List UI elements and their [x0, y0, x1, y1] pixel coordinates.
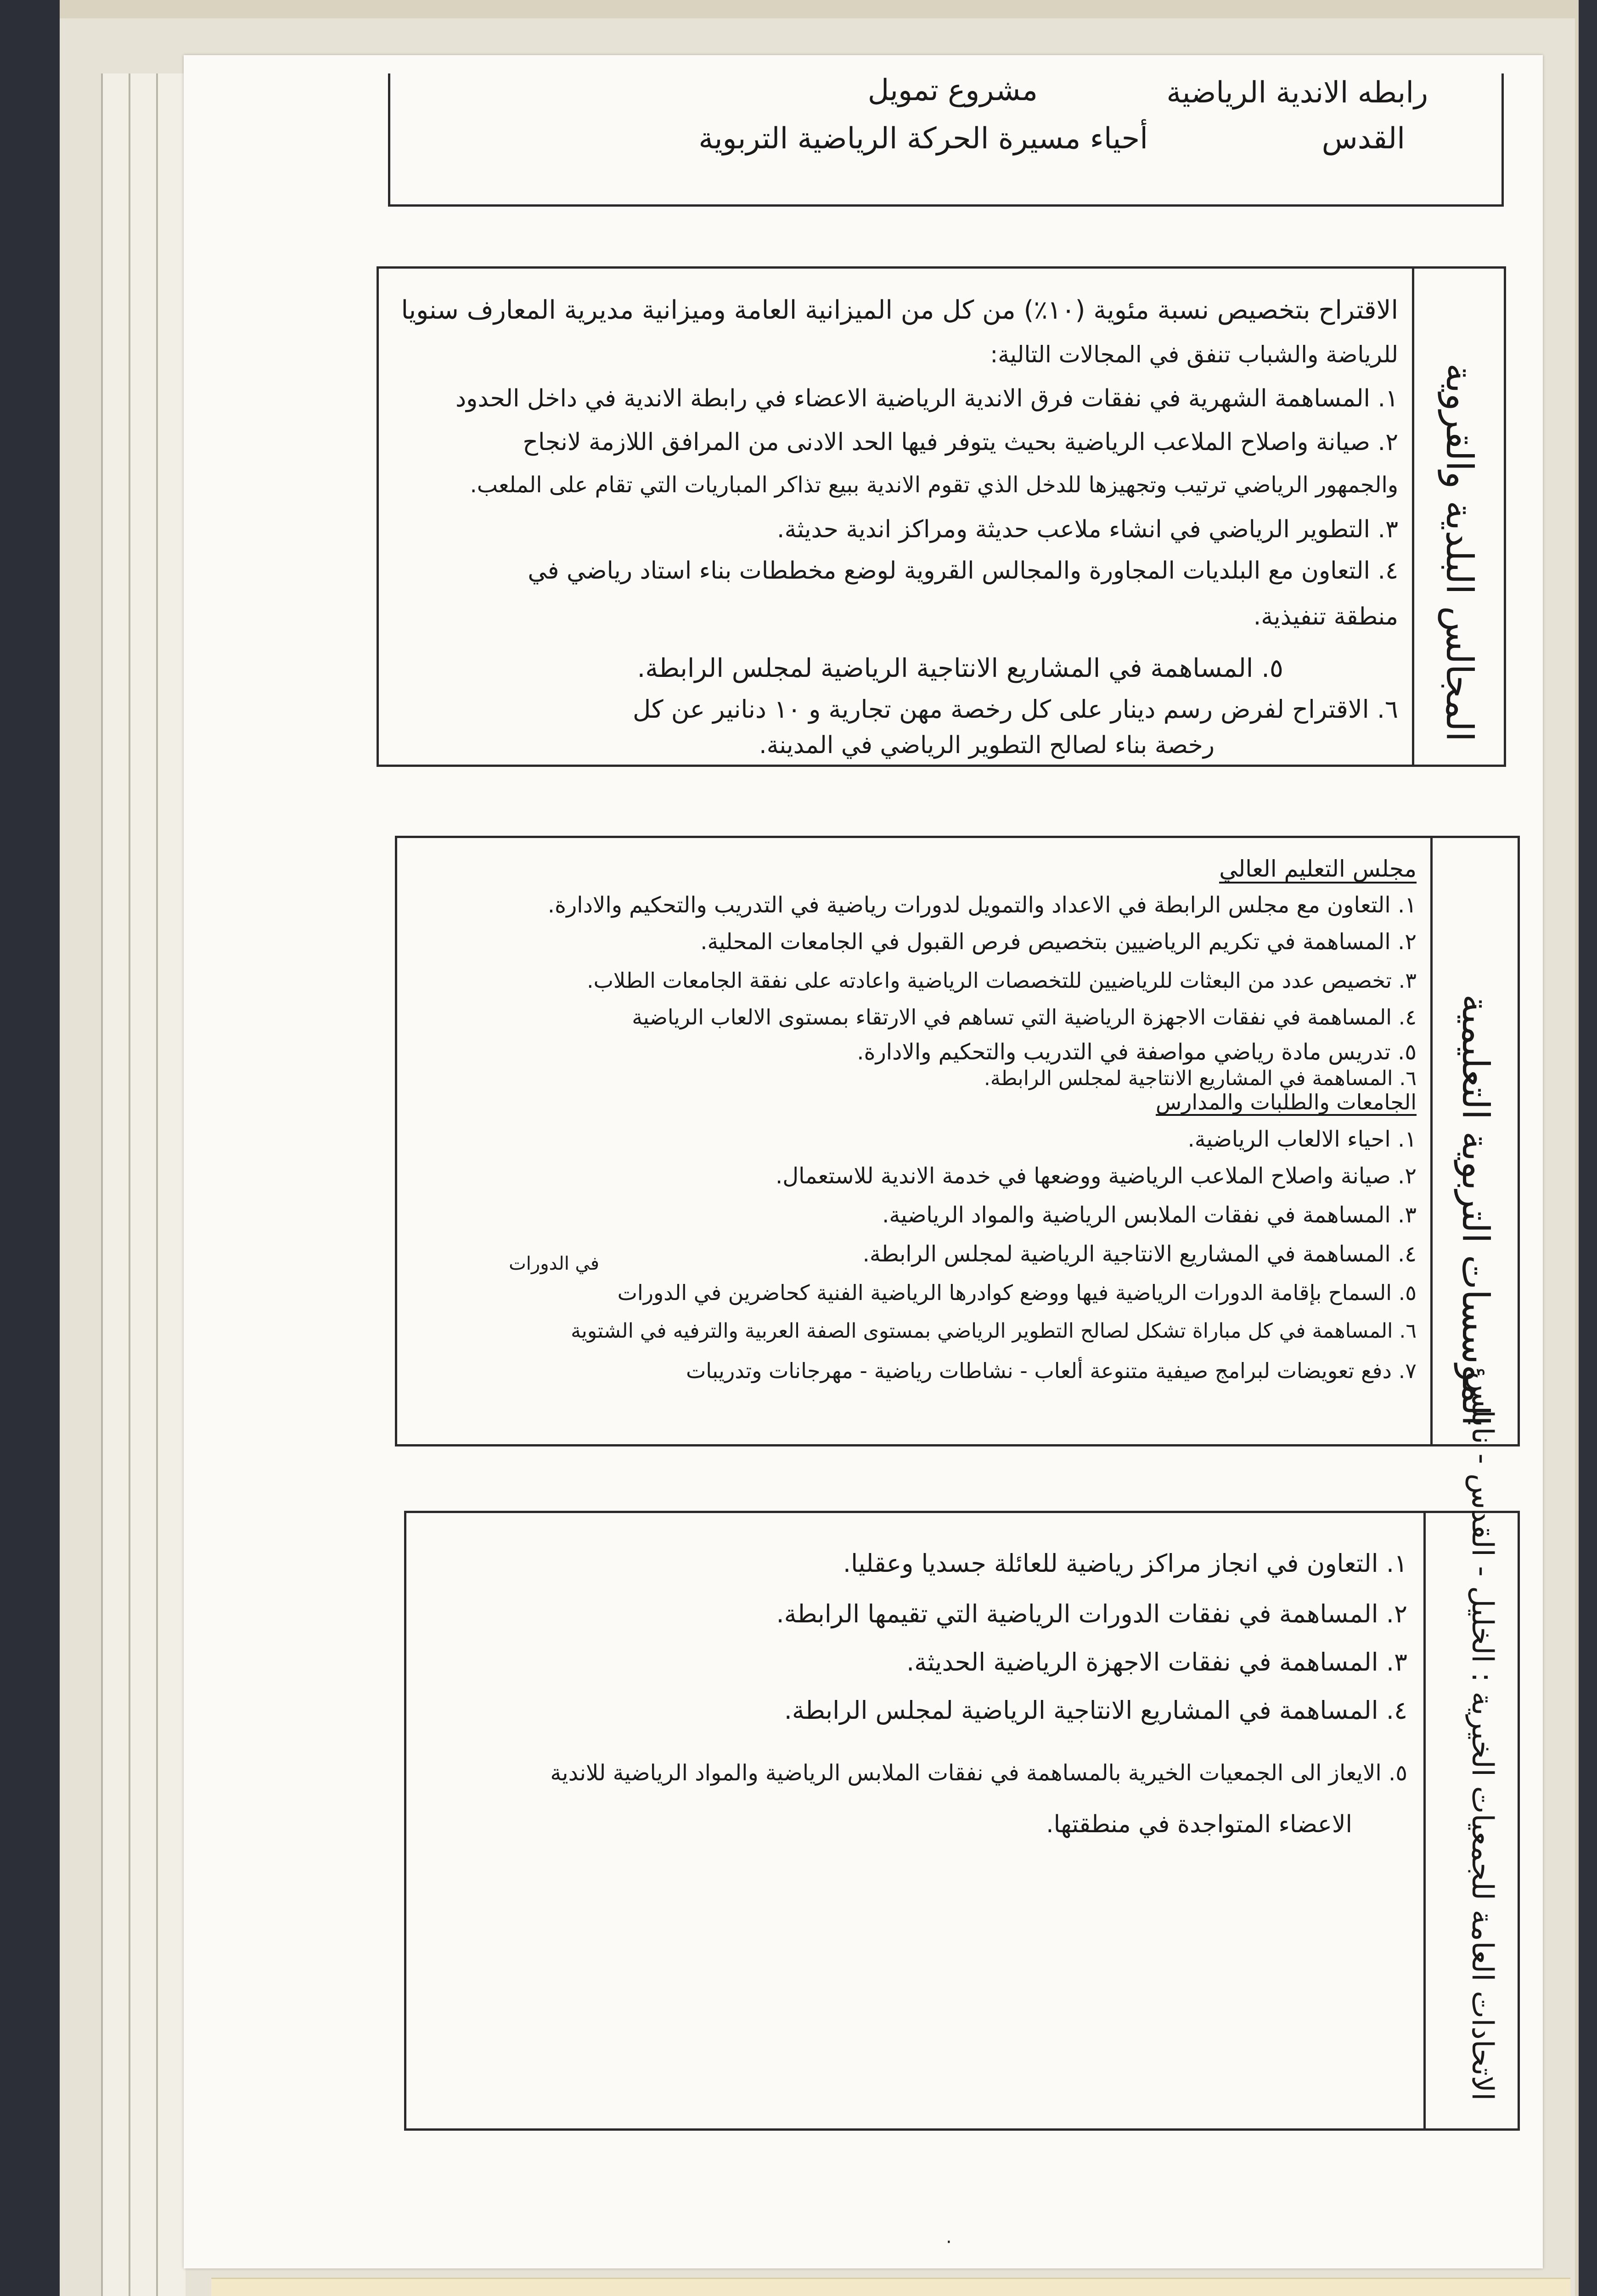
list-item: ٦. المساهمة في كل مباراة تشكل لصالح التطوير الرياضي بمستوى الصفة العربية والترفيه في الشتوية: [571, 1319, 1417, 1343]
section-divider: [1423, 1513, 1426, 2128]
list-item: ٥. السماح بإقامة الدورات الرياضية فيها ووضع كوادرها الرياضية الفنية كحاضرين في الدورات: [617, 1280, 1417, 1305]
section-divider: [1430, 838, 1433, 1444]
list-item: ١. المساهمة الشهرية في نفقات فرق الاندية الرياضية الاعضاء في رابطة الاندية في داخل الحدود: [455, 385, 1398, 412]
list-item: ٥. الايعاز الى الجمعيات الخيرية بالمساهمة في نفقات الملابس الرياضية والمواد الرياضية للاندية: [550, 1760, 1407, 1786]
section-body: [411, 852, 1417, 1430]
list-item: ٧. دفع تعويضات لبرامج صيفية متنوعة ألعاب - نشاطات رياضية - مهرجانات وتدريبات: [686, 1358, 1417, 1383]
list-item: ٦. الاقتراح لفرض رسم دينار على كل رخصة مهن تجارية و ١٠ دنانير عن كل: [632, 695, 1398, 724]
paper-strip: [211, 2278, 1570, 2296]
section-educational-institutions: [395, 836, 1520, 1446]
list-item: ٥. المساهمة في المشاريع الانتاجية الرياضية لمجلس الرابطة.: [637, 653, 1283, 683]
list-item: ٣. التطوير الرياضي في انشاء ملاعب حديثة ومراكز اندية حديثة.: [776, 516, 1398, 543]
list-item: ٢. المساهمة في نفقات الدورات الرياضية التي تقيمها الرابطة.: [776, 1599, 1407, 1628]
list-item: والجمهور الرياضي ترتيب وتجهيزها للدخل الذي تقوم الاندية ببيع تذاكر المباريات التي تقام على الملعب.: [470, 472, 1398, 498]
ink-dot: ·: [946, 2232, 952, 2253]
intro-line: للرياضة والشباب تنفق في المجالات التالية:: [990, 341, 1398, 368]
header-city: القدس: [1321, 122, 1405, 156]
list-item: ١. احياء الالعاب الرياضية.: [1187, 1126, 1417, 1152]
section-divider: [1412, 269, 1414, 765]
intro-line: الاقتراح بتخصيص نسبة مئوية (١٠٪) من كل من الميزانية العامة وميزانية مديرية المعارف سنويا: [401, 295, 1398, 325]
binder-cover-right: [1579, 0, 1597, 2296]
list-item: ٣. المساهمة في نفقات الاجهزة الرياضية الحديثة.: [906, 1648, 1407, 1677]
page-edge: [156, 73, 186, 2296]
section-side-label: الاتحادات العامة للجمعيات الخيرية : الخليل - القدس - نابلس: [1465, 1372, 1499, 2101]
header-org: رابطه الاندية الرياضية: [1166, 76, 1428, 110]
section-side-label: المجالس البلدية والقروية: [1438, 363, 1481, 742]
page-edge: [129, 73, 158, 2296]
list-item: ٢. المساهمة في تكريم الرياضيين بتخصيص فرص القبول في الجامعات المحلية.: [700, 929, 1417, 955]
list-item: ٤. المساهمة في نفقات الاجهزة الرياضية التي تساهم في الارتقاء بمستوى الالعاب الرياضية: [632, 1005, 1417, 1030]
list-item: ٣. تخصيص عدد من البعثات للرياضيين للتخصصات الرياضية واعادته على نفقة الجامعات الطلاب.: [586, 968, 1417, 993]
list-item: ٥. تدريس مادة رياضي مواصفة في التدريب والتحكيم والادارة.: [857, 1039, 1417, 1065]
list-item: ٢. صيانة واصلاح الملاعب الرياضية ووضعها في خدمة الاندية للاستعمال.: [775, 1163, 1417, 1189]
margin-note: في الدورات: [509, 1253, 599, 1274]
header-right-rule: [1501, 73, 1504, 207]
list-item: ٤. التعاون مع البلديات المجاورة والمجالس القروية لوضع مخططات بناء استاد رياضي في: [528, 557, 1398, 585]
list-item: ٢. صيانة واصلاح الملاعب الرياضية بحيث يتوفر فيها الحد الادنى من المرافق اللازمة لانجاح: [523, 428, 1398, 456]
list-item: رخصة بناء لصالح التطوير الرياضي في المدينة.: [759, 732, 1215, 759]
list-item: ٤. المساهمة في المشاريع الانتاجية الرياضية لمجلس الرابطة.: [784, 1696, 1407, 1725]
page-edge: [101, 73, 130, 2296]
section-charitable-societies: [404, 1372, 1520, 2131]
list-item: ٤. المساهمة في المشاريع الانتاجية الرياضية لمجلس الرابطة.: [862, 1241, 1417, 1267]
list-item: ١. التعاون في انجاز مراكز رياضية للعائلة جسديا وعقليا.: [843, 1549, 1407, 1578]
subheading: الجامعات والطلبات والمدارس: [1156, 1091, 1417, 1116]
subheading: مجلس التعليم العالي: [1219, 856, 1417, 884]
section-body: [397, 292, 1398, 759]
list-item: منطقة تنفيذية.: [1253, 603, 1398, 630]
header-project-title: مشروع تمويل: [867, 73, 1038, 107]
list-item: ٣. المساهمة في نفقات الملابس الرياضية والمواد الرياضية.: [882, 1202, 1417, 1228]
header-left-rule: [388, 73, 390, 207]
header: [184, 55, 1543, 220]
header-project-subtitle: أحياء مسيرة الحركة الرياضية التربوية: [698, 122, 1148, 156]
list-item: ٦. المساهمة في المشاريع الانتاجية لمجلس الرابطة.: [984, 1067, 1417, 1090]
section-municipal-councils: [377, 266, 1506, 767]
list-item: ١. التعاون مع مجلس الرابطة في الاعداد والتمويل لدورات رياضية في التدريب والتحكيم والادارة.: [547, 892, 1417, 918]
binder-cover-left: [0, 0, 60, 2296]
list-item: الاعضاء المتواجدة في منطقتها.: [1046, 1811, 1352, 1838]
section-side-label: المؤسسات التربوية التعليمية: [1454, 994, 1497, 1426]
section-body: [420, 1541, 1407, 2092]
header-bottom-rule: [388, 204, 1504, 207]
document-page: [184, 55, 1543, 2268]
